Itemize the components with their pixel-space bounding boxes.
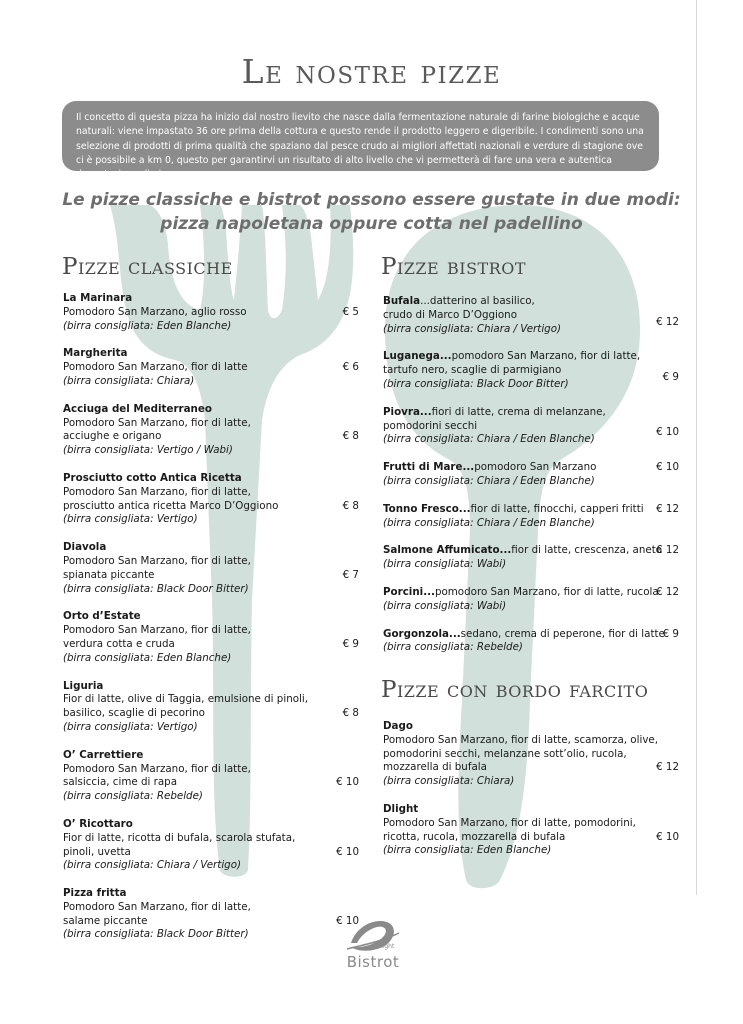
menu-item	[63, 749, 359, 804]
item-name: Porcini...	[383, 585, 435, 598]
section-title-bistrot: Pizze bistrot	[381, 254, 527, 280]
item-price: € 7	[342, 568, 359, 581]
item-name: O’ Carrettiere	[63, 748, 144, 761]
menu-item	[63, 347, 359, 388]
item-price: € 9	[662, 627, 679, 640]
bistrot-list	[383, 295, 679, 669]
item-name: Tonno Fresco...	[383, 502, 471, 515]
item-name: Gorgonzola...	[383, 627, 461, 640]
item-beer-suggestion: (birra consigliata: Chiara)	[63, 374, 195, 387]
item-price: € 10	[336, 776, 359, 789]
item-price: € 10	[656, 426, 679, 439]
item-price: € 9	[662, 371, 679, 384]
item-name: Prosciutto cotto Antica Ricetta	[63, 471, 242, 484]
item-description: Pomodoro San Marzano, aglio rosso	[63, 305, 247, 318]
item-name: Dago	[383, 720, 413, 732]
menu-item	[383, 350, 679, 391]
menu-item	[63, 541, 359, 596]
item-price: € 10	[336, 914, 359, 927]
item-beer-suggestion: (birra consigliata: Chiara / Eden Blanche)	[383, 516, 595, 529]
item-description: Pomodoro San Marzano, fior di latte, prosciutto antica ricetta Marco D’Oggiono	[63, 485, 279, 512]
item-beer-suggestion: (birra consigliata: Eden Blanche)	[63, 651, 232, 664]
menu-item	[63, 472, 359, 527]
bistrot-logo	[343, 915, 403, 971]
item-name: Orto d’Estate	[63, 610, 141, 623]
subtitle-line-2: pizza napoletana oppure cotta nel padellino	[160, 214, 583, 234]
item-name: Bufala	[383, 295, 421, 307]
item-price: € 12	[656, 315, 679, 328]
item-name: Pizza fritta	[63, 887, 127, 900]
item-name: Liguria	[63, 679, 104, 692]
menu-item	[63, 610, 359, 665]
item-beer-suggestion: (birra consigliata: Chiara)	[383, 775, 515, 788]
section-title-bordo: Pizze con bordo farcito	[381, 677, 649, 703]
item-name: Frutti di Mare...	[383, 461, 475, 474]
item-beer-suggestion: (birra consigliata: Vertigo)	[63, 720, 198, 733]
subtitle	[0, 188, 743, 236]
item-name: Diavola	[63, 541, 107, 554]
menu-item	[63, 403, 359, 458]
item-price: € 12	[656, 761, 679, 774]
item-price: € 10	[656, 830, 679, 843]
menu-item	[383, 586, 679, 614]
item-beer-suggestion: (birra consigliata: Wabi)	[383, 558, 507, 571]
intro-box	[62, 101, 659, 181]
item-beer-suggestion: (birra consigliata: Black Door Bitter)	[63, 582, 249, 595]
intro-text: Il concetto di questa pizza ha inizio dal nostro lievito che nasce dalla fermentazione naturale di farine biologiche e acque naturali: viene impastato 36 ore prima della cottura e questo rende il prodotto leggero e digeribile. I condimenti sono una selezione di prodotti di prima qualità che spaziano dal pesce crudo ai migliori affettati nazionali e verdure di stagione ove ci è possibile a km 0, questo per garantirvi un risultato di alto livello che vi permetterà di fare una vera e autentica degustazione di pizza.	[76, 112, 644, 181]
menu-item	[383, 295, 679, 336]
item-price: € 8	[342, 707, 359, 720]
item-price: € 9	[342, 637, 359, 650]
item-description: pomodoro San Marzano, fior di latte, tartufo nero, scaglie di parmigiano	[383, 350, 641, 377]
item-name: Dlight	[383, 802, 419, 815]
item-price: € 12	[656, 544, 679, 557]
item-price: € 8	[342, 499, 359, 512]
item-description: fior di latte, finocchi, capperi fritti	[470, 502, 644, 515]
logo-small-text: light	[381, 943, 395, 950]
menu-item	[383, 628, 679, 656]
item-price: € 12	[656, 585, 679, 598]
item-beer-suggestion: (birra consigliata: Vertigo / Wabi)	[63, 444, 233, 457]
item-description: Fior di latte, ricotta di bufala, scarola stufata, pinoli, uvetta	[63, 831, 296, 858]
item-name: Luganega...	[383, 350, 452, 363]
item-beer-suggestion: (birra consigliata: Eden Blanche)	[63, 319, 232, 332]
item-name: Acciuga del Mediterraneo	[63, 402, 212, 415]
page-title: Le nostre pizze	[241, 52, 502, 91]
menu-item	[63, 887, 359, 942]
subtitle-line-1: Le pizze classiche e bistrot possono essere gustate in due modi:	[62, 190, 681, 210]
menu-item	[383, 803, 679, 858]
menu-item	[383, 406, 679, 447]
item-description: fior di latte, crescenza, aneto	[511, 544, 663, 557]
item-beer-suggestion: (birra consigliata: Chiara / Eden Blanche)	[383, 474, 595, 487]
menu-item	[383, 544, 679, 572]
item-description: Pomodoro San Marzano, fior di latte, pomodorini, ricotta, rucola, mozzarella di bufala	[383, 816, 636, 843]
item-name: Piovra...	[383, 405, 432, 418]
item-price: € 12	[656, 502, 679, 515]
item-beer-suggestion: (birra consigliata: Black Door Bitter)	[63, 928, 249, 941]
item-description: Pomodoro San Marzano, fior di latte, acciughe e origano	[63, 416, 251, 443]
menu-item	[383, 461, 679, 489]
item-description: Pomodoro San Marzano, fior di latte, verdura cotta e cruda	[63, 624, 251, 650]
item-description: pomodoro San Marzano, fior di latte, rucola	[434, 585, 659, 598]
menu-item	[63, 680, 359, 735]
item-beer-suggestion: (birra consigliata: Wabi)	[383, 599, 507, 612]
item-beer-suggestion: (birra consigliata: Chiara / Eden Blanche)	[383, 433, 595, 446]
item-description: Pomodoro San Marzano, fior di latte, scamorza, olive, pomodorini secchi, melanzane sott’olio, rucola, mozzarella di bufala	[383, 733, 659, 774]
item-description: Fior di latte, olive di Taggia, emulsione di pinoli, basilico, scaglie di pecorino	[63, 693, 309, 720]
section-title-classiche: Pizze classiche	[62, 254, 233, 280]
item-price: € 6	[342, 361, 359, 374]
item-beer-suggestion: (birra consigliata: Chiara / Vertigo)	[383, 322, 562, 335]
menu-item	[63, 818, 359, 873]
item-beer-suggestion: (birra consigliata: Rebelde)	[63, 790, 203, 803]
item-price: € 5	[342, 305, 359, 318]
menu-item	[383, 503, 679, 531]
item-price: € 8	[342, 430, 359, 443]
item-price: € 10	[656, 461, 679, 474]
item-name: Salmone Affumicato...	[383, 544, 512, 557]
item-beer-suggestion: (birra consigliata: Vertigo)	[63, 513, 198, 526]
classiche-list	[63, 292, 359, 956]
item-name: Margherita	[63, 347, 128, 360]
item-price: € 10	[336, 845, 359, 858]
item-name: La Marinara	[63, 292, 133, 304]
item-description: ...datterino al basilico, crudo di Marco D’Oggiono	[383, 295, 535, 321]
item-beer-suggestion: (birra consigliata: Rebelde)	[383, 641, 523, 654]
item-description: Pomodoro San Marzano, fior di latte, salame piccante	[63, 900, 251, 927]
item-description: Pomodoro San Marzano, fior di latte	[63, 361, 248, 374]
item-beer-suggestion: (birra consigliata: Eden Blanche)	[383, 844, 552, 857]
item-description: fiori di latte, crema di melanzane, pomodorini secchi	[383, 405, 606, 432]
menu-item	[63, 292, 359, 333]
item-name: O’ Ricottaro	[63, 817, 133, 830]
item-description: Pomodoro San Marzano, fior di latte, salsiccia, cime di rapa	[63, 762, 251, 789]
menu-item	[383, 720, 679, 789]
bordo-list	[383, 720, 679, 872]
item-description: pomodoro San Marzano	[474, 461, 597, 474]
item-beer-suggestion: (birra consigliata: Black Door Bitter)	[383, 377, 569, 390]
item-beer-suggestion: (birra consigliata: Chiara / Vertigo)	[63, 859, 242, 872]
item-description: sedano, crema di peperone, fior di latte	[460, 627, 665, 640]
logo-word: Bistrot	[346, 953, 400, 971]
item-description: Pomodoro San Marzano, fior di latte, spianata piccante	[63, 554, 251, 581]
